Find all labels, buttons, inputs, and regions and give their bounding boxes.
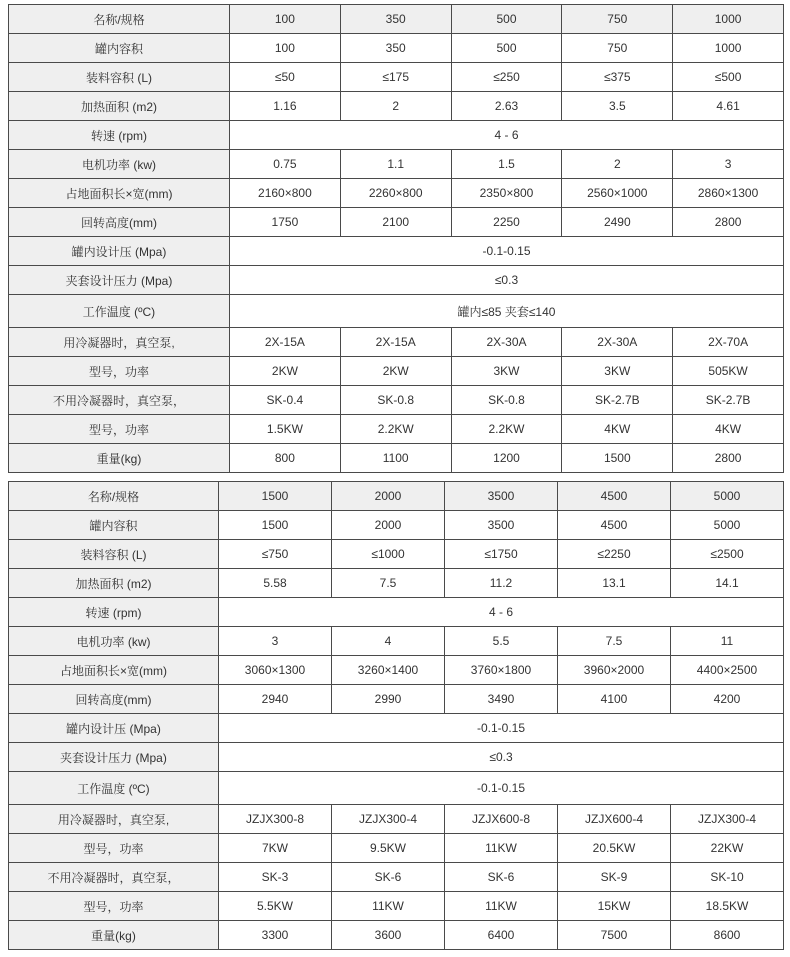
merged-value-cell: ≤0.3	[230, 266, 784, 295]
row-label: 回转高度(mm)	[9, 685, 219, 714]
value-cell: 2800	[673, 208, 784, 237]
value-cell: 2.63	[451, 92, 562, 121]
value-cell: 20.5KW	[558, 834, 671, 863]
value-cell: 2.2KW	[451, 415, 562, 444]
value-cell: 6400	[445, 921, 558, 950]
row-label: 占地面积长×宽(mm)	[9, 656, 219, 685]
value-cell: 750	[562, 5, 673, 34]
value-cell: 1100	[340, 444, 451, 473]
table-row	[9, 656, 784, 685]
value-cell: 1000	[673, 5, 784, 34]
table-row	[9, 92, 784, 121]
value-cell: SK-0.4	[230, 386, 341, 415]
row-label: 夹套设计压力 (Mpa)	[9, 266, 230, 295]
value-cell: 5000	[671, 482, 784, 511]
table-row	[9, 863, 784, 892]
value-cell: 1500	[562, 444, 673, 473]
value-cell: 4400×2500	[671, 656, 784, 685]
row-label: 工作温度 (ºC)	[9, 772, 219, 805]
table-row	[9, 540, 784, 569]
row-label: 罐内容积	[9, 511, 219, 540]
table-row	[9, 237, 784, 266]
value-cell: 1.5KW	[230, 415, 341, 444]
value-cell: 15KW	[558, 892, 671, 921]
value-cell: 4100	[558, 685, 671, 714]
row-label: 加热面积 (m2)	[9, 569, 219, 598]
value-cell: SK-2.7B	[673, 386, 784, 415]
value-cell: 7500	[558, 921, 671, 950]
value-cell: 2100	[340, 208, 451, 237]
value-cell: 5.58	[219, 569, 332, 598]
value-cell: 3300	[219, 921, 332, 950]
value-cell: 5.5	[445, 627, 558, 656]
value-cell: 2KW	[340, 357, 451, 386]
value-cell: 3.5	[562, 92, 673, 121]
table-row	[9, 63, 784, 92]
table-row	[9, 386, 784, 415]
value-cell: 3760×1800	[445, 656, 558, 685]
value-cell: 2X-15A	[230, 328, 341, 357]
value-cell: 3500	[445, 511, 558, 540]
value-cell: 3KW	[451, 357, 562, 386]
value-cell: 4KW	[562, 415, 673, 444]
table-row	[9, 598, 784, 627]
value-cell: 11.2	[445, 569, 558, 598]
value-cell: 4KW	[673, 415, 784, 444]
value-cell: 500	[451, 34, 562, 63]
value-cell: 2	[562, 150, 673, 179]
value-cell: 7KW	[219, 834, 332, 863]
value-cell: 2	[340, 92, 451, 121]
value-cell: ≤2250	[558, 540, 671, 569]
value-cell: 2860×1300	[673, 179, 784, 208]
row-label: 名称/规格	[9, 482, 219, 511]
value-cell: 11KW	[332, 892, 445, 921]
value-cell: 2160×800	[230, 179, 341, 208]
value-cell: 2X-30A	[451, 328, 562, 357]
table-row	[9, 150, 784, 179]
value-cell: 9.5KW	[332, 834, 445, 863]
value-cell: 3060×1300	[219, 656, 332, 685]
value-cell: 13.1	[558, 569, 671, 598]
row-label: 型号，功率	[9, 892, 219, 921]
row-label: 型号，功率	[9, 415, 230, 444]
value-cell: 2940	[219, 685, 332, 714]
value-cell: 1500	[219, 511, 332, 540]
row-label: 罐内设计压 (Mpa)	[9, 714, 219, 743]
value-cell: JZJX300-8	[219, 805, 332, 834]
value-cell: 100	[230, 34, 341, 63]
value-cell: SK-10	[671, 863, 784, 892]
value-cell: JZJX600-4	[558, 805, 671, 834]
merged-value-cell: -0.1-0.15	[219, 714, 784, 743]
value-cell: ≤2500	[671, 540, 784, 569]
table-row	[9, 121, 784, 150]
value-cell: 5.5KW	[219, 892, 332, 921]
row-label: 重量(kg)	[9, 921, 219, 950]
value-cell: ≤175	[340, 63, 451, 92]
row-label: 名称/规格	[9, 5, 230, 34]
table-row	[9, 805, 784, 834]
value-cell: 11KW	[445, 892, 558, 921]
table-row	[9, 179, 784, 208]
row-label: 用冷凝器时，真空泵,	[9, 805, 219, 834]
value-cell: 3	[219, 627, 332, 656]
row-label: 用冷凝器时，真空泵,	[9, 328, 230, 357]
value-cell: 2X-30A	[562, 328, 673, 357]
table-row	[9, 921, 784, 950]
value-cell: 2560×1000	[562, 179, 673, 208]
merged-value-cell: 4 - 6	[219, 598, 784, 627]
value-cell: 7.5	[558, 627, 671, 656]
table-row	[9, 685, 784, 714]
value-cell: 3KW	[562, 357, 673, 386]
value-cell: 2X-15A	[340, 328, 451, 357]
table-row	[9, 34, 784, 63]
value-cell: 2KW	[230, 357, 341, 386]
merged-value-cell: -0.1-0.15	[230, 237, 784, 266]
value-cell: ≤1750	[445, 540, 558, 569]
value-cell: 2.2KW	[340, 415, 451, 444]
table-row	[9, 208, 784, 237]
row-label: 不用冷凝器时，真空泵，	[9, 386, 230, 415]
value-cell: SK-9	[558, 863, 671, 892]
value-cell: 100	[230, 5, 341, 34]
value-cell: SK-0.8	[451, 386, 562, 415]
value-cell: 11	[671, 627, 784, 656]
value-cell: 18.5KW	[671, 892, 784, 921]
table-row	[9, 627, 784, 656]
value-cell: 750	[562, 34, 673, 63]
value-cell: SK-3	[219, 863, 332, 892]
value-cell: ≤375	[562, 63, 673, 92]
value-cell: 4	[332, 627, 445, 656]
value-cell: 3260×1400	[332, 656, 445, 685]
merged-value-cell: 罐内≤85 夹套≤140	[230, 295, 784, 328]
value-cell: 2260×800	[340, 179, 451, 208]
value-cell: 8600	[671, 921, 784, 950]
value-cell: SK-0.8	[340, 386, 451, 415]
value-cell: 3960×2000	[558, 656, 671, 685]
row-label: 占地面积长×宽(mm)	[9, 179, 230, 208]
value-cell: 1200	[451, 444, 562, 473]
value-cell: 2X-70A	[673, 328, 784, 357]
table-row	[9, 892, 784, 921]
value-cell: 500	[451, 5, 562, 34]
value-cell: 2990	[332, 685, 445, 714]
value-cell: 11KW	[445, 834, 558, 863]
value-cell: 4.61	[673, 92, 784, 121]
value-cell: 3600	[332, 921, 445, 950]
value-cell: 14.1	[671, 569, 784, 598]
row-label: 装料容积 (L)	[9, 540, 219, 569]
row-label: 重量(kg)	[9, 444, 230, 473]
value-cell: 350	[340, 5, 451, 34]
value-cell: ≤750	[219, 540, 332, 569]
table-row	[9, 415, 784, 444]
row-label: 转速 (rpm)	[9, 121, 230, 150]
value-cell: 4500	[558, 511, 671, 540]
value-cell: 4500	[558, 482, 671, 511]
value-cell: SK-6	[332, 863, 445, 892]
row-label: 装料容积 (L)	[9, 63, 230, 92]
value-cell: 1000	[673, 34, 784, 63]
value-cell: ≤500	[673, 63, 784, 92]
row-label: 不用冷凝器时，真空泵，	[9, 863, 219, 892]
merged-value-cell: -0.1-0.15	[219, 772, 784, 805]
value-cell: 1.1	[340, 150, 451, 179]
value-cell: 2250	[451, 208, 562, 237]
table-row	[9, 328, 784, 357]
table-row	[9, 295, 784, 328]
row-label: 加热面积 (m2)	[9, 92, 230, 121]
row-label: 夹套设计压力 (Mpa)	[9, 743, 219, 772]
row-label: 工作温度 (ºC)	[9, 295, 230, 328]
spec-table-large	[8, 481, 784, 950]
row-label: 转速 (rpm)	[9, 598, 219, 627]
table-row	[9, 482, 784, 511]
value-cell: 2490	[562, 208, 673, 237]
value-cell: 0.75	[230, 150, 341, 179]
value-cell: 1.5	[451, 150, 562, 179]
value-cell: 2350×800	[451, 179, 562, 208]
value-cell: 800	[230, 444, 341, 473]
row-label: 罐内容积	[9, 34, 230, 63]
value-cell: 2000	[332, 482, 445, 511]
value-cell: SK-6	[445, 863, 558, 892]
value-cell: 1.16	[230, 92, 341, 121]
value-cell: 3	[673, 150, 784, 179]
table-row	[9, 834, 784, 863]
table-row	[9, 444, 784, 473]
row-label: 型号，功率	[9, 834, 219, 863]
value-cell: 5000	[671, 511, 784, 540]
table-row	[9, 357, 784, 386]
value-cell: 505KW	[673, 357, 784, 386]
value-cell: JZJX300-4	[671, 805, 784, 834]
value-cell: 22KW	[671, 834, 784, 863]
row-label: 罐内设计压 (Mpa)	[9, 237, 230, 266]
spec-table-small	[8, 4, 784, 473]
row-label: 电机功率 (kw)	[9, 150, 230, 179]
value-cell: ≤250	[451, 63, 562, 92]
value-cell: 3500	[445, 482, 558, 511]
row-label: 型号，功率	[9, 357, 230, 386]
value-cell: ≤50	[230, 63, 341, 92]
table-row	[9, 5, 784, 34]
table-row	[9, 772, 784, 805]
value-cell: 2000	[332, 511, 445, 540]
merged-value-cell: ≤0.3	[219, 743, 784, 772]
merged-value-cell: 4 - 6	[230, 121, 784, 150]
value-cell: 1500	[219, 482, 332, 511]
row-label: 回转高度(mm)	[9, 208, 230, 237]
value-cell: ≤1000	[332, 540, 445, 569]
table-row	[9, 511, 784, 540]
value-cell: 4200	[671, 685, 784, 714]
value-cell: 7.5	[332, 569, 445, 598]
table-row	[9, 266, 784, 295]
value-cell: JZJX600-8	[445, 805, 558, 834]
table-row	[9, 743, 784, 772]
table-row	[9, 714, 784, 743]
row-label: 电机功率 (kw)	[9, 627, 219, 656]
table-row	[9, 569, 784, 598]
value-cell: 1750	[230, 208, 341, 237]
value-cell: 350	[340, 34, 451, 63]
value-cell: SK-2.7B	[562, 386, 673, 415]
value-cell: JZJX300-4	[332, 805, 445, 834]
value-cell: 2800	[673, 444, 784, 473]
value-cell: 3490	[445, 685, 558, 714]
